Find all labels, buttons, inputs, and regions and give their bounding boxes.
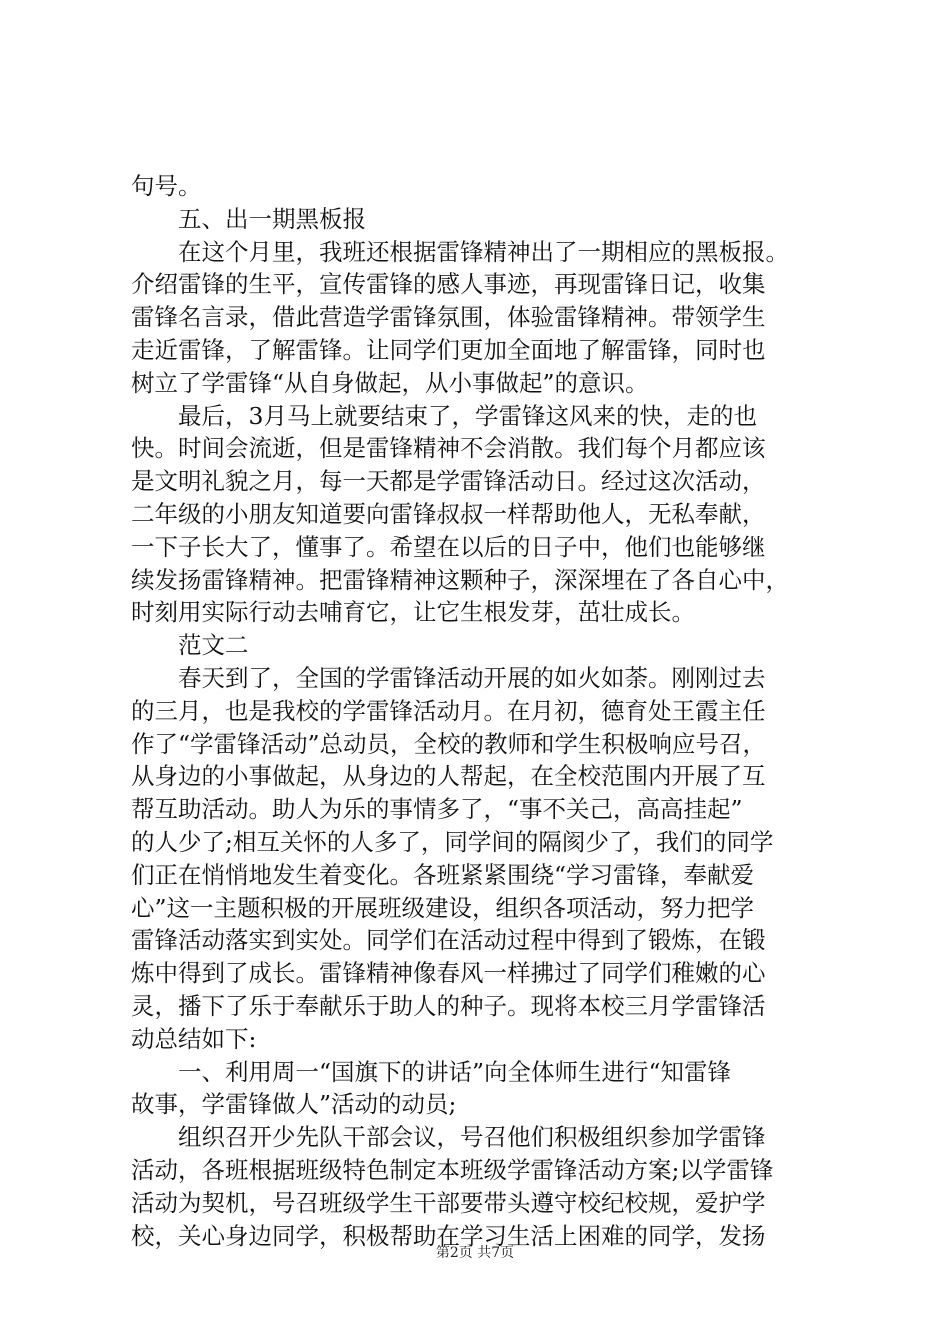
text-line: 最后，3月马上就要结束了，学雷锋这风来的快，走的也 <box>131 401 757 430</box>
text-line: 快。时间会流逝，但是雷锋精神不会消散。我们每个月都应该 <box>131 434 766 463</box>
text-line: 句号。 <box>131 172 202 200</box>
text-line: 动总结如下: <box>131 1024 257 1053</box>
text-line: 一下子长大了，懂事了。希望在以后的日子中，他们也能够继 <box>131 532 766 561</box>
text-line: 活动，各班根据班级特色制定本班级学雷锋活动方案;以学雷锋 <box>131 1155 774 1184</box>
text-line: 校，关心身边同学，积极帮助在学习生活上困难的同学，发扬 <box>131 1221 766 1250</box>
text-line: 二年级的小朋友知道要向雷锋叔叔一样帮助他人，无私奉献， <box>131 499 766 528</box>
text-line: 灵，播下了乐于奉献乐于助人的种子。现将本校三月学雷锋活 <box>131 991 766 1020</box>
text-line: 组织召开少先队干部会议，号召他们积极组织参加学雷锋 <box>131 1123 766 1152</box>
text-line: 帮互助活动。助人为乐的事情多了，“事不关己，高高挂起” <box>131 795 743 824</box>
text-line: 作了“学雷锋活动”总动员，全校的教师和学生积极响应号召， <box>131 729 767 758</box>
page-number-footer: 第2页 共7页 <box>435 1245 515 1261</box>
text-line: 时刻用实际行动去哺育它，让它生根发芽，茁壮成长。 <box>131 598 695 627</box>
text-line: 们正在悄悄地发生着变化。各班紧紧围绕“学习雷锋，奉献爱 <box>131 860 755 889</box>
text-line: 是文明礼貌之月，每一天都是学雷锋活动日。经过这次活动， <box>131 467 766 496</box>
section-heading: 范文二 <box>131 631 249 660</box>
text-line: 的人少了;相互关怀的人多了，同学间的隔阂少了，我们的同学 <box>131 827 774 856</box>
text-line: 春天到了，全国的学雷锋活动开展的如火如荼。刚刚过去 <box>131 663 766 692</box>
text-line: 在这个月里，我班还根据雷锋精神出了一期相应的黑板报。 <box>131 237 789 266</box>
text-line: 走近雷锋，了解雷锋。让同学们更加全面地了解雷锋，同时也 <box>131 335 766 364</box>
text-line: 雷锋活动落实到实处。同学们在活动过程中得到了锻炼，在锻 <box>131 926 766 955</box>
text-line: 一、利用周一“国旗下的讲话”向全体师生进行“知雷锋 <box>131 1057 732 1086</box>
text-line: 树立了学雷锋“从自身做起，从小事做起”的意识。 <box>131 368 649 397</box>
text-line: 从身边的小事做起，从身边的人帮起，在全校范围内开展了互 <box>131 762 766 791</box>
text-line: 的三月，也是我校的学雷锋活动月。在月初，德育处王霞主任 <box>131 696 766 725</box>
text-line: 心”这一主题积极的开展班级建设，组织各项活动，努力把学 <box>131 893 755 922</box>
text-line: 炼中得到了成长。雷锋精神像春风一样拂过了同学们稚嫩的心 <box>131 959 766 988</box>
text-line: 介绍雷锋的生平，宣传雷锋的感人事迹，再现雷锋日记，收集 <box>131 270 766 299</box>
text-line: 续发扬雷锋精神。把雷锋精神这颗种子，深深埋在了各自心中， <box>131 565 789 594</box>
section-heading: 五、出一期黑板报 <box>131 204 366 233</box>
text-line: 活动为契机，号召班级学生干部要带头遵守校纪校规，爱护学 <box>131 1188 766 1217</box>
text-line: 雷锋名言录，借此营造学雷锋氛围，体验雷锋精神。带领学生 <box>131 303 766 332</box>
document-body <box>131 170 831 1252</box>
text-line: 故事，学雷锋做人”活动的动员; <box>131 1090 457 1119</box>
